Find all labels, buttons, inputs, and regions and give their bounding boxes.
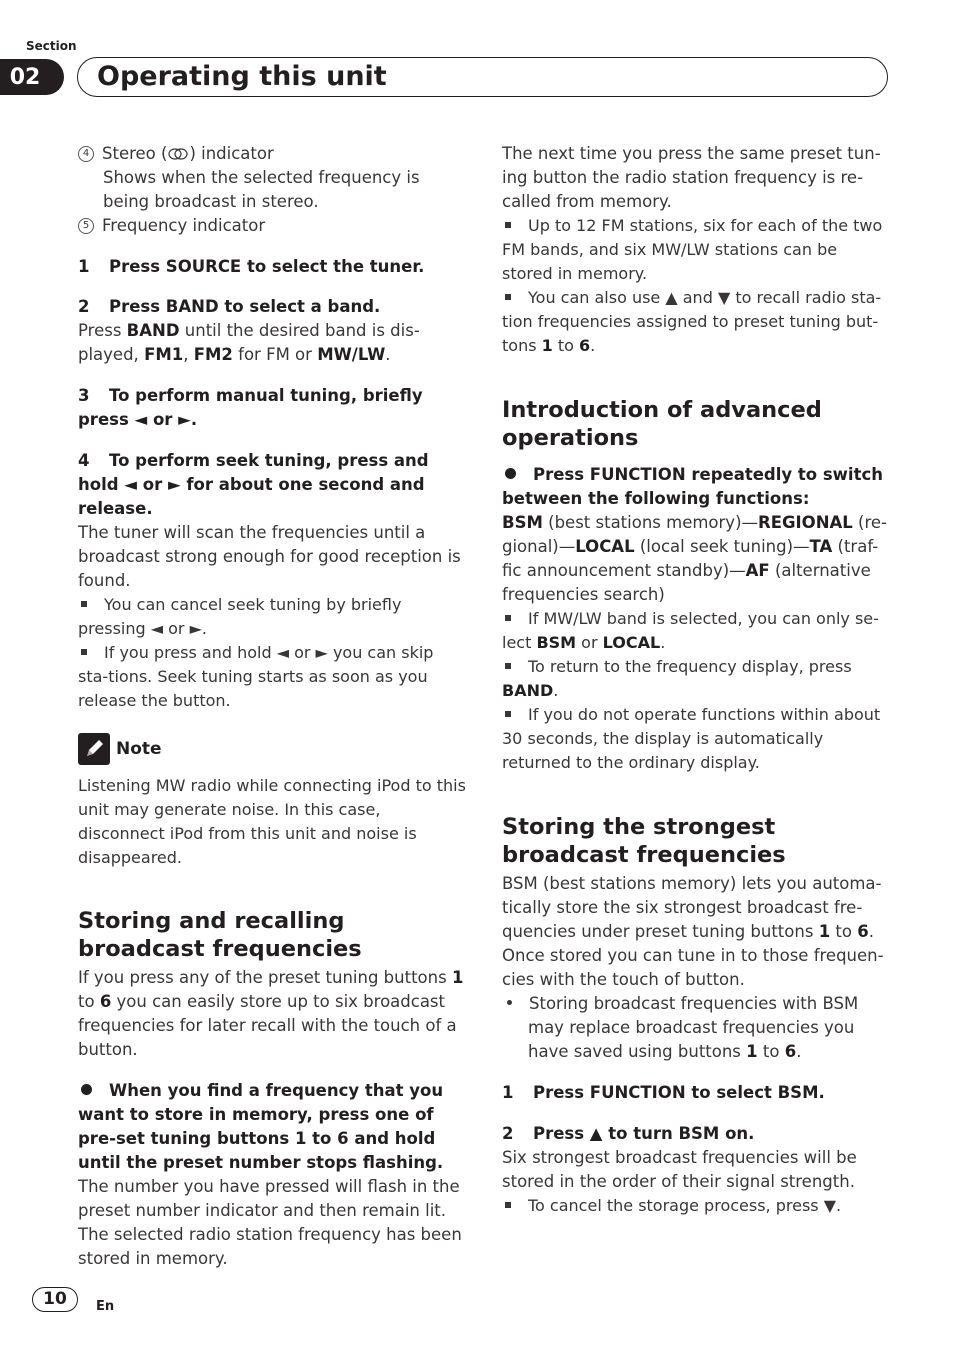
square-bullet-icon bbox=[505, 1202, 511, 1208]
callout-number: 4 bbox=[78, 146, 94, 162]
note-item: If you do not operate functions within about 30 seconds, the display is automatically returned to the ordinary display. bbox=[502, 705, 881, 772]
bsm-list-item: Storing broadcast frequencies with BSM may replace broadcast frequencies you have saved using buttons 1 to 6. bbox=[502, 992, 892, 1064]
advanced-step: Press FUNCTION repeatedly to switch between the following functions: bbox=[502, 465, 883, 508]
square-bullet-icon bbox=[505, 711, 511, 717]
bsm-step-1: 1 Press FUNCTION to select BSM. bbox=[502, 1083, 825, 1102]
note-item: If you press and hold ◄ or ► you can skip sta-tions. Seek tuning starts as soon as you release the button. bbox=[78, 643, 434, 710]
storing-intro: If you press any of the preset tuning buttons 1 to 6 you can easily store up to six broadcast frequencies for later recall with the touch of a button. bbox=[78, 968, 464, 1059]
note-item: To cancel the storage process, press ▼. bbox=[502, 1194, 892, 1218]
section-heading-advanced: Introduction of advanced operations bbox=[502, 397, 822, 451]
step-1: 1 Press SOURCE to select the tuner. bbox=[78, 257, 425, 276]
square-bullet-icon bbox=[505, 294, 511, 300]
note-item: You can also use ▲ and ▼ to recall radio sta-tion frequencies assigned to preset tuning but-tons 1 to 6. bbox=[502, 288, 882, 355]
note-item: Up to 12 FM stations, six for each of the two FM bands, and six MW/LW stations can be stored in memory. bbox=[502, 216, 883, 283]
step-4: 4 To perform seek tuning, press and hold ◄ or ► for about one second and release. bbox=[78, 451, 429, 518]
step-2: 2 Press BAND to select a band. bbox=[78, 297, 381, 316]
section-number-badge: 02 bbox=[0, 59, 64, 95]
stereo-indicator-label-start: Stereo ( bbox=[102, 144, 168, 163]
square-bullet-icon bbox=[81, 601, 87, 607]
note-text: Listening MW radio while connecting iPod to this unit may generate noise. In this case, disconnect iPod from this unit and noise is disappeared. bbox=[78, 776, 466, 867]
page-title: Operating this unit bbox=[97, 61, 387, 92]
stereo-indicator-desc: Shows when the selected frequency is being broadcast in stereo. bbox=[103, 168, 420, 211]
bsm-step-2-body: Six strongest broadcast frequencies will be stored in the order of their signal strength. bbox=[502, 1148, 857, 1191]
stereo-indicator-label-end: ) indicator bbox=[189, 144, 274, 163]
callout-number: 5 bbox=[78, 218, 94, 234]
frequency-indicator-item bbox=[78, 214, 466, 238]
stereo-indicator-item bbox=[78, 142, 466, 166]
square-bullet-icon bbox=[505, 663, 511, 669]
step-2-body: Press BAND until the desired band is dis-played, FM1, FM2 for FM or MW/LW. bbox=[78, 321, 420, 364]
store-step: When you find a frequency that you want to store in memory, press one of pre-set tuning buttons 1 to 6 and hold until the preset number stops flashing. bbox=[78, 1081, 444, 1172]
bsm-intro: BSM (best stations memory) lets you automa-tically store the six strongest broadcast fre-quencies under preset tuning buttons 1 to 6. Once stored you can tune in to those frequen-cies with the touch of button. bbox=[502, 874, 884, 989]
step-3: 3 To perform manual tuning, briefly press ◄ or ►. bbox=[78, 386, 423, 429]
frequency-indicator-label: Frequency indicator bbox=[102, 216, 266, 235]
right-column bbox=[502, 142, 892, 1218]
disc-bullet-icon bbox=[507, 1000, 512, 1005]
section-heading-bsm: Storing the strongest broadcast frequencies bbox=[502, 814, 786, 868]
note-label: Note bbox=[116, 739, 162, 759]
function-list: BSM (best stations memory)—REGIONAL (re-gional)—LOCAL (local seek tuning)—TA (traf-fic announcement standby)—AF (alternative frequencies search) bbox=[502, 513, 888, 604]
bullet-dot-icon bbox=[81, 1084, 92, 1095]
store-step-body: The number you have pressed will flash in the preset number indicator and then remain lit. The selected radio station frequency has been stored in memory. bbox=[78, 1177, 462, 1268]
square-bullet-icon bbox=[505, 222, 511, 228]
section-label: Section bbox=[26, 39, 77, 53]
note-item: To return to the frequency display, press BAND. bbox=[502, 657, 852, 700]
square-bullet-icon bbox=[505, 615, 511, 621]
section-heading-storing: Storing and recalling broadcast frequencies bbox=[78, 908, 362, 962]
square-bullet-icon bbox=[81, 649, 87, 655]
page-number: 10 bbox=[32, 1287, 78, 1312]
language-code: En bbox=[96, 1299, 115, 1314]
bsm-step-2: 2 Press ▲ to turn BSM on. bbox=[502, 1124, 755, 1143]
note-heading bbox=[78, 733, 466, 765]
note-item: If MW/LW band is selected, you can only se-lect BSM or LOCAL. bbox=[502, 609, 879, 652]
stereo-icon bbox=[167, 148, 189, 160]
step-4-body: The tuner will scan the frequencies until a broadcast strong enough for good reception is found. bbox=[78, 523, 461, 590]
note-item: You can cancel seek tuning by briefly pressing ◄ or ►. bbox=[78, 595, 402, 638]
note-pencil-icon bbox=[78, 733, 110, 765]
recall-paragraph: The next time you press the same preset tun-ing button the radio station frequency is re-called from memory. bbox=[502, 144, 881, 211]
left-column bbox=[78, 142, 466, 1271]
bullet-dot-icon bbox=[505, 468, 516, 479]
